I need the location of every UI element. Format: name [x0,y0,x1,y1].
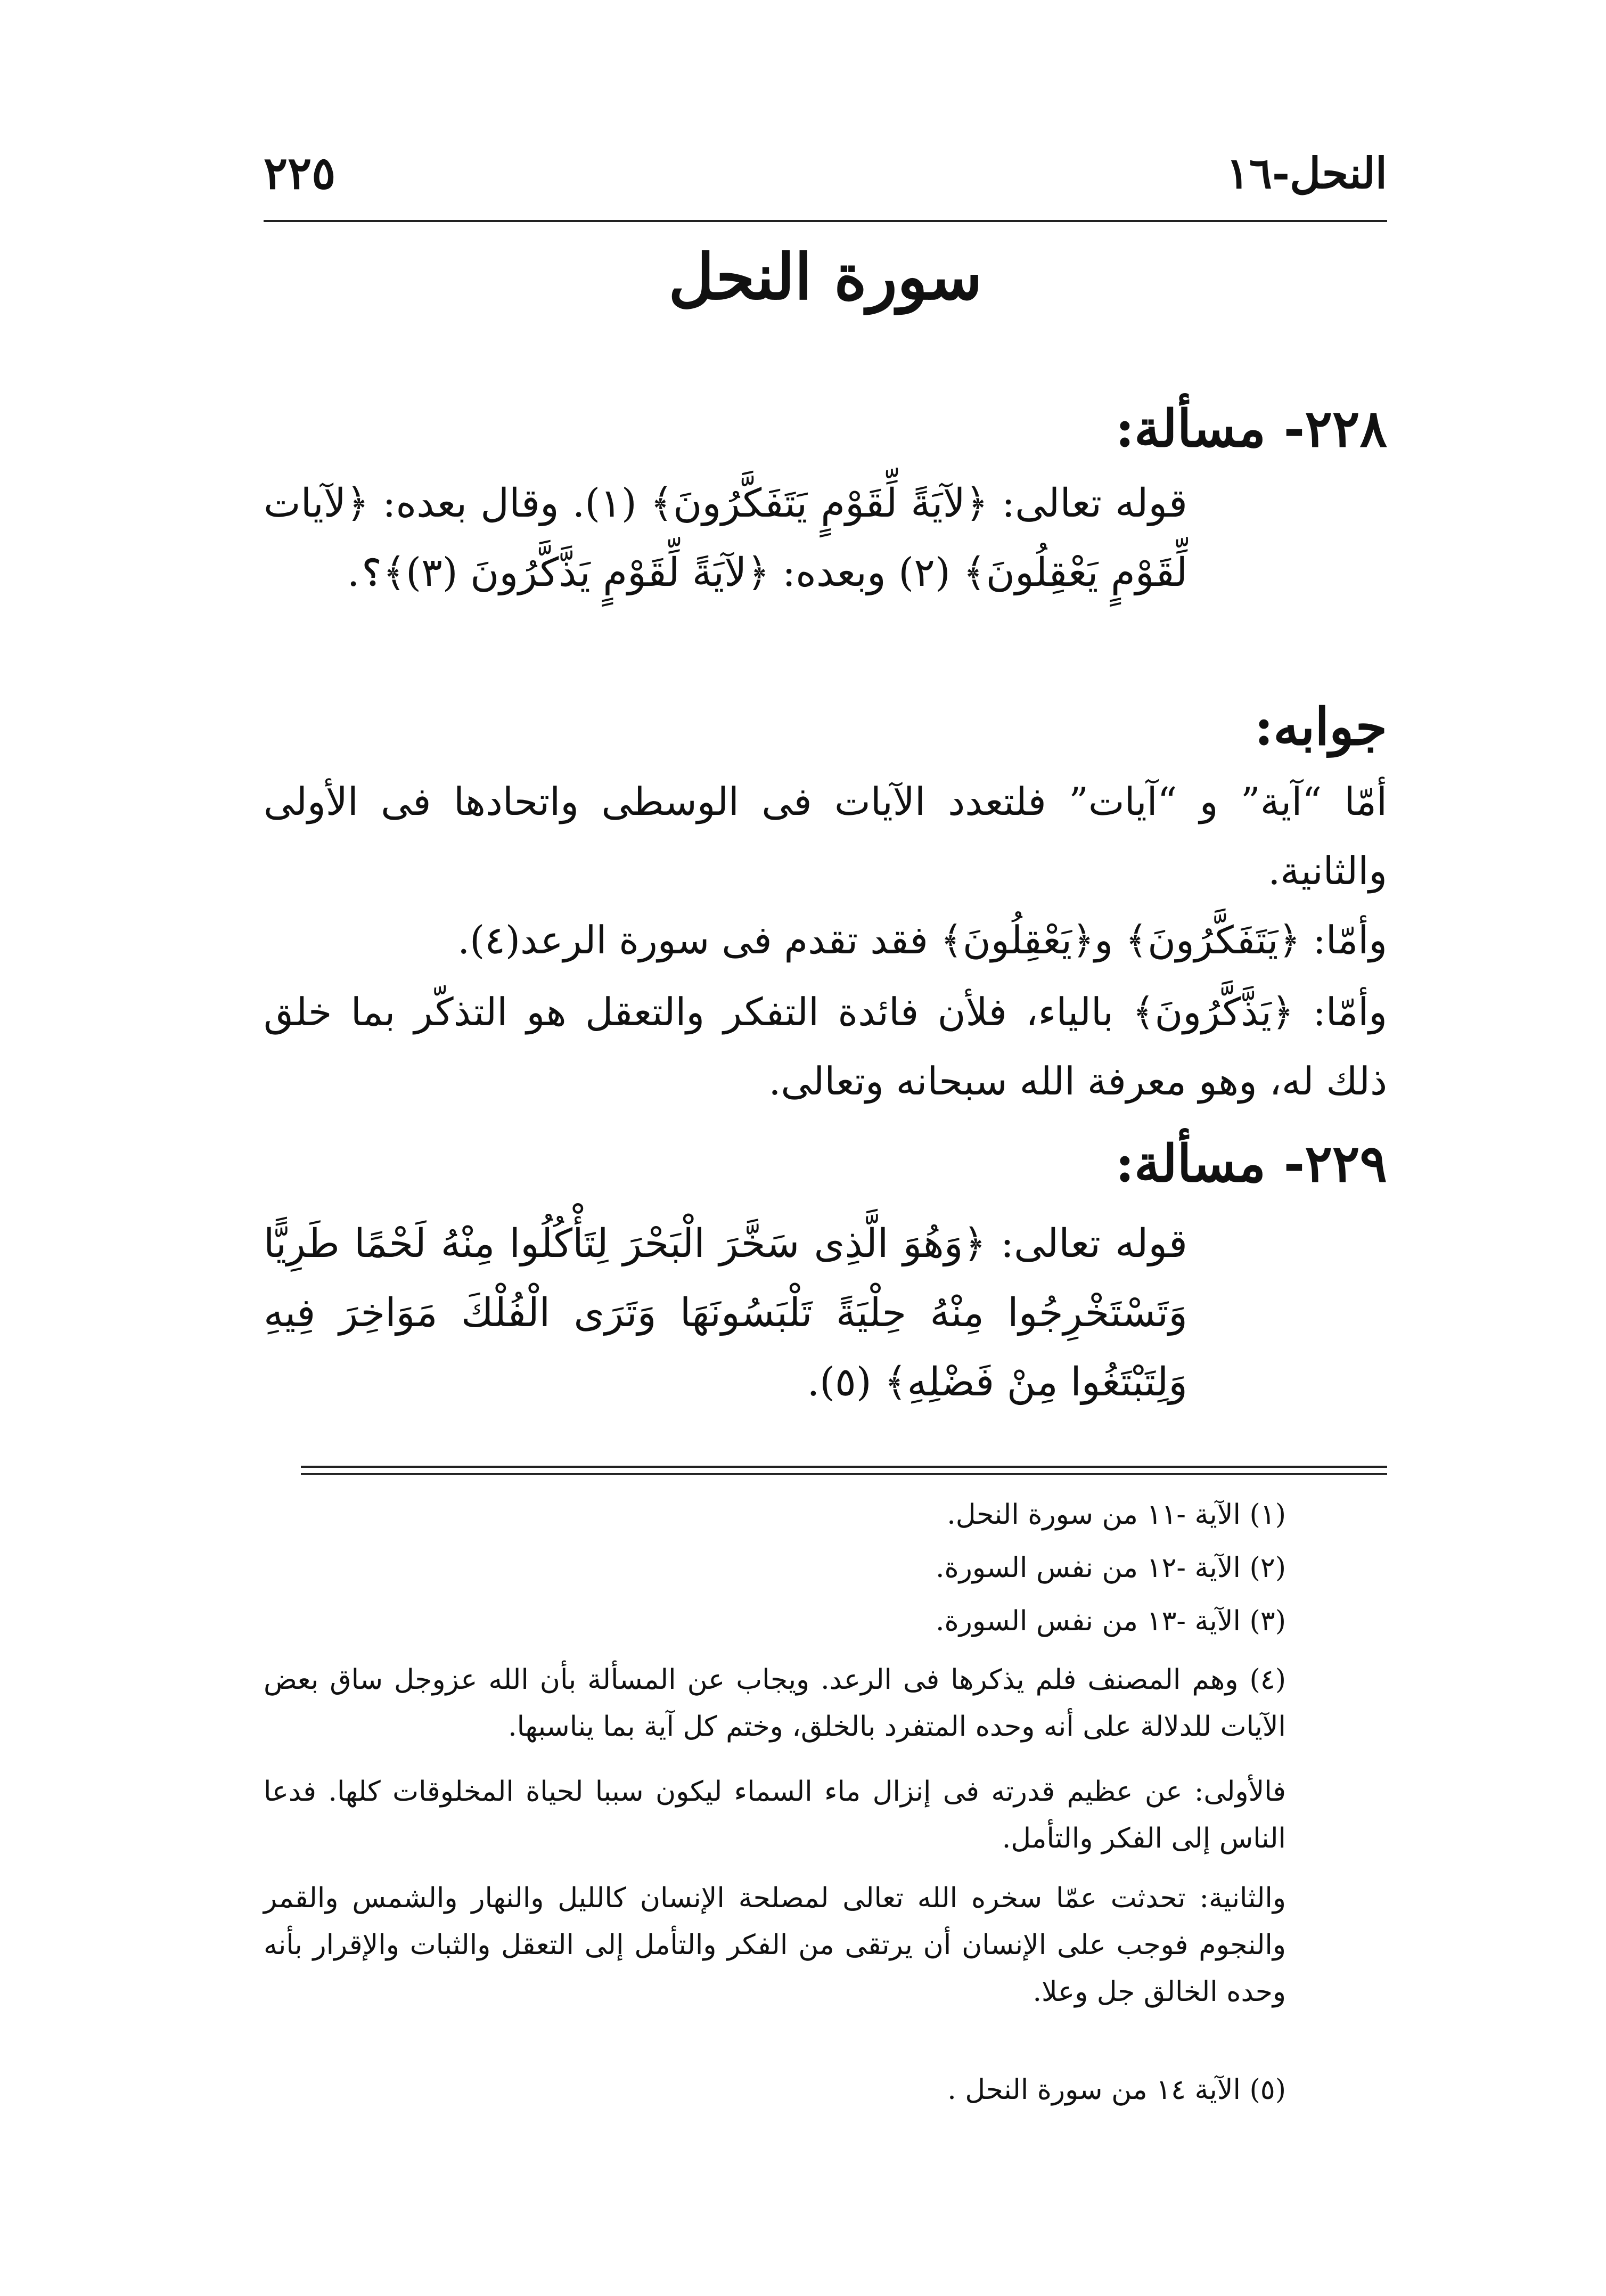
header-section-label: النحل-١٦ [1226,148,1387,198]
answer-228-heading: جوابه: [1254,697,1387,757]
question-228-text: قوله تعالى: ﴿لآيَةً لِّقَوْمٍ يَتَفَكَّرُونَ﴾ (١). وقال بعده: ﴿لآيات لِّقَوْمٍ يَعْقِلُونَ﴾ (٢) وبعده: ﴿لآيَةً لِّقَوْمٍ يَذَّكَّرُونَ (٣)﴾؟. [264,480,1187,595]
footnote-5: (٥) الآية ١٤ من سورة النحل . [947,2074,1286,2106]
footnote-rule [301,1466,1387,1468]
question-228-heading: ٢٢٨- مسألة: [1115,398,1387,459]
question-229-heading: ٢٢٩- مسألة: [1115,1133,1387,1194]
footnote-rule-secondary [301,1473,1387,1475]
header-rule [264,220,1387,222]
answer-228-paragraph-1: أمّا “آية” و “آيات” فلتعدد الآيات فى الوسطى واتحادها فى الأولى والثانية. [264,779,1387,893]
page-number: ٢٢٥ [264,146,336,199]
footnote-4-second: والثانية: تحدثت عمّا سخره الله تعالى لمصلحة الإنسان كالليل والنهار والشمس والقمر والنجوم فوجب على الإنسان أن يرتقى من الفكر والتأمل إلى التعقل والثبات والإقرار بأنه وحده الخالق جل وعلا. [264,1882,1286,2008]
answer-228-paragraph-3: وأمّا: ﴿يَذَّكَّرُونَ﴾ بالياء، فلأن فائدة التفكر والتعقل هو التذكّر بما خلق ذلك له، وهو معرفة الله سبحانه وتعالى. [264,990,1387,1104]
footnote-3: (٣) الآية -١٣ من نفس السورة. [936,1605,1286,1637]
footnote-2: (٢) الآية -١٢ من نفس السورة. [936,1552,1286,1584]
footnote-4-first: فالأولى: عن عظيم قدرته فى إنزال ماء السماء ليكون سببا لحياة المخلوقات كلها. فدعا الناس إلى الفكر والتأمل. [264,1776,1286,1854]
question-229-text: قوله تعالى: ﴿وَهُوَ الَّذِى سَخَّرَ الْبَحْرَ لِتَأْكُلُوا مِنْهُ لَحْمًا طَرِيًّا وَتَسْتَخْرِجُوا مِنْهُ حِلْيَةً تَلْبَسُونَهَا وَتَرَى الْفُلْكَ مَوَاخِرَ فِيهِ وَلِتَبْتَغُوا مِنْ فَضْلِهِ﴾ (٥). [264,1221,1187,1405]
footnote-4: (٤) وهم المصنف فلم يذكرها فى الرعد. ويجاب عن المسألة بأن الله عزوجل ساق بعض الآيات للدلالة على أنه وحده المتفرد بالخلق، وختم كل آية بما يناسبها. [264,1664,1286,1743]
footnote-1: (١) الآية -١١ من سورة النحل. [947,1499,1286,1531]
answer-228-paragraph-2: وأمّا: ﴿يَتَفَكَّرُونَ﴾ و﴿يَعْقِلُونَ﴾ فقد تقدم فى سورة الرعد(٤). [457,918,1387,962]
running-header [264,144,1387,213]
surah-title: سورة النحل [668,240,982,314]
